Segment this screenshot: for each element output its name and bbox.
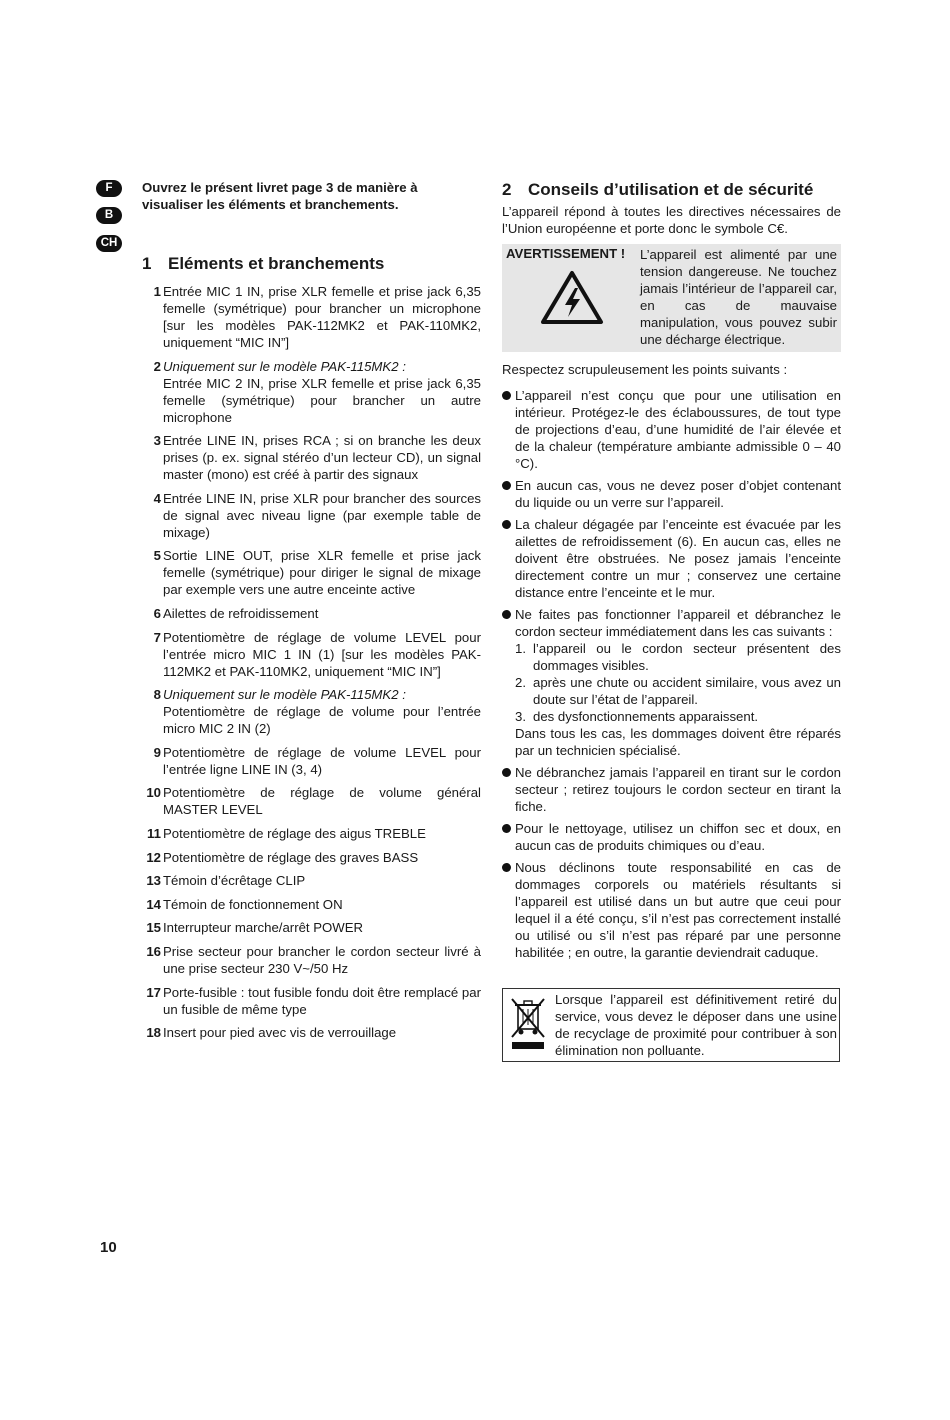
list-item: 14 Témoin de fonctionnement ON [146, 896, 343, 912]
list-item: 10 Potentiomètre de réglage de volume général MASTER LEVEL [146, 785, 481, 818]
list-item: 18 Insert pour pied avec vis de verrouillage [146, 1025, 397, 1041]
warning-label: AVERTISSEMENT ! [506, 246, 626, 261]
section-2-heading: 2 Conseils d’utilisation et de sécurité [502, 180, 814, 199]
ce-mark: C€. [767, 221, 788, 236]
list-item: 16 Prise secteur pour brancher le cordon secteur livré à une prise secteur 230 V~/50 Hz [146, 943, 481, 976]
page-number: 10 [100, 1239, 117, 1256]
bullet-item: Pour le nettoyage, utilisez un chiffon sec et doux, en aucun cas de produits chimiques ou d’eau. [502, 820, 841, 854]
list-item: 8 Uniquement sur le modèle PAK-115MK2 : Potentiomètre de réglage de volume pour l’entrée micro MIC 2 IN (2) [153, 687, 481, 737]
language-badge-ch: CH [96, 235, 122, 252]
bullet-item: En aucun cas, vous ne devez poser d’objet contenant du liquide ou un verre sur l’appareil. [502, 477, 841, 511]
list-item: 7 Potentiomètre de réglage de volume LEVEL pour l’entrée micro MIC 1 IN (1) [sur les modèles PAK-112MK2 et PAK-110MK2, uniquement “MIC IN”] [153, 629, 481, 679]
list-item: 11 Potentiomètre de réglage des aigus TREBLE [147, 825, 426, 841]
language-badge-f: F [96, 180, 122, 197]
list-item: 2 Uniquement sur le modèle PAK-115MK2 : Entrée MIC 2 IN, prise XLR femelle et prise jack 6,35 femelle (symétrique) pour brancher un autre microphone [153, 358, 481, 425]
warning-box [502, 244, 841, 352]
recycling-text: Lorsque l’appareil est définitivement retiré du service, vous devez le déposer dans une usine de recyclage de proximité pour contribuer à son élimination non polluante. [555, 992, 837, 1058]
compliance-text: L’appareil répond à toutes les directives nécessaires de l’Union européenne et porte donc le symbole C€. [502, 204, 841, 236]
bullet-item: L’appareil n’est conçu que pour une utilisation en intérieur. Protégez-le des éclaboussures, de tout type de projections d’eau, d’une humidité de l’air élevée et de la chaleur (température ambiante admissible 0 – 40 °C). [502, 387, 841, 472]
crossed-bin-icon [509, 995, 547, 1051]
bullet-item: Ne faites pas fonctionner l’appareil et débranchez le cordon secteur immédiatement dans les cas suivants : 1. l’appareil ou le cordon secteur présentent des dommages visibles. 2. après une chute ou accident similaire, vous avez un doute sur l’état de l’appareil. 3. des dysfonctionnements apparaissent. Dans tous les cas, les dommages doivent être réparés par un technicien spécialisé. [502, 606, 841, 759]
section-1-heading: 1 Eléments et branchements [142, 254, 385, 273]
language-badge-b: B [96, 207, 122, 224]
list-item: 1 Entrée MIC 1 IN, prise XLR femelle et prise jack 6,35 femelle (symétrique) pour brancher un microphone [sur les modèles PAK-112MK2 et PAK-110MK2, uniquement “MIC IN”] [153, 284, 481, 350]
intro-text: Ouvrez le présent livret page 3 de manière à visualiser les éléments et branchements. [142, 180, 418, 212]
electric-hazard-icon [540, 269, 604, 325]
list-item: 13 Témoin d’écrêtage CLIP [146, 873, 306, 889]
list-item: 6 Ailettes de refroidissement [153, 605, 319, 621]
respect-text: Respectez scrupuleusement les points suivants : [502, 362, 788, 377]
list-item: 15 Interrupteur marche/arrêt POWER [146, 920, 364, 936]
list-item: 4 Entrée LINE IN, prise XLR pour brancher des sources de signal avec niveau ligne (par exemple table de mixage) [153, 490, 481, 540]
safety-bullets [502, 387, 841, 966]
list-item: 17 Porte-fusible : tout fusible fondu doit être remplacé par un fusible de même type [146, 984, 481, 1017]
list-item: 12 Potentiomètre de réglage des graves BASS [146, 849, 419, 865]
list-item: 5 Sortie LINE OUT, prise XLR femelle et prise jack femelle (symétrique) pour diriger le signal de mixage par exemple vers une autre enceinte active [153, 548, 481, 598]
component-list [140, 283, 481, 1048]
bullet-item: Ne débranchez jamais l’appareil en tirant sur le cordon secteur ; retirez toujours le cordon secteur en tirant la fiche. [502, 764, 841, 815]
sub-item: 2. après une chute ou accident similaire, vous avez un doute sur l’état de l’appareil. [515, 675, 841, 707]
sub-item: 3. des dysfonctionnements apparaissent. [515, 709, 759, 724]
sub-item: 1. l’appareil ou le cordon secteur présentent des dommages visibles. [515, 641, 841, 673]
warning-text: L’appareil est alimenté par une tension dangereuse. Ne touchez jamais l’intérieur de l’appareil car, en cas de mauvaise manipulation, vous pouvez subir une décharge électrique. [640, 247, 837, 347]
list-item: 3 Entrée LINE IN, prises RCA ; si on branche les deux prises (p. ex. signal stéréo d’un lecteur CD), un signal master (mono) est créé à partir des signaux [153, 433, 481, 483]
bullet-item: Nous déclinons toute responsabilité en cas de dommages corporels ou matériels résultants si l’appareil est utilisé dans un but autre que ceui pour lequel il a été conçu, s’il n’est pas correctement installé ou utilisé ou s’il n’est pas réparé par une personne habilitée ; en outre, la garantie deviendrait caduque. [502, 859, 841, 961]
list-item: 9 Potentiomètre de réglage de volume LEVEL pour l’entrée ligne LINE IN (3, 4) [153, 744, 481, 777]
recycling-notice-box [502, 988, 840, 1062]
bullet-item: La chaleur dégagée par l’enceinte est évacuée par les ailettes de refroidissement (6). En aucun cas, elles ne doivent être obstruées. Ne posez jamais l’enceinte directement contre un mur ; conservez une certaine distance entre l’enceinte et le mur. [502, 516, 841, 601]
